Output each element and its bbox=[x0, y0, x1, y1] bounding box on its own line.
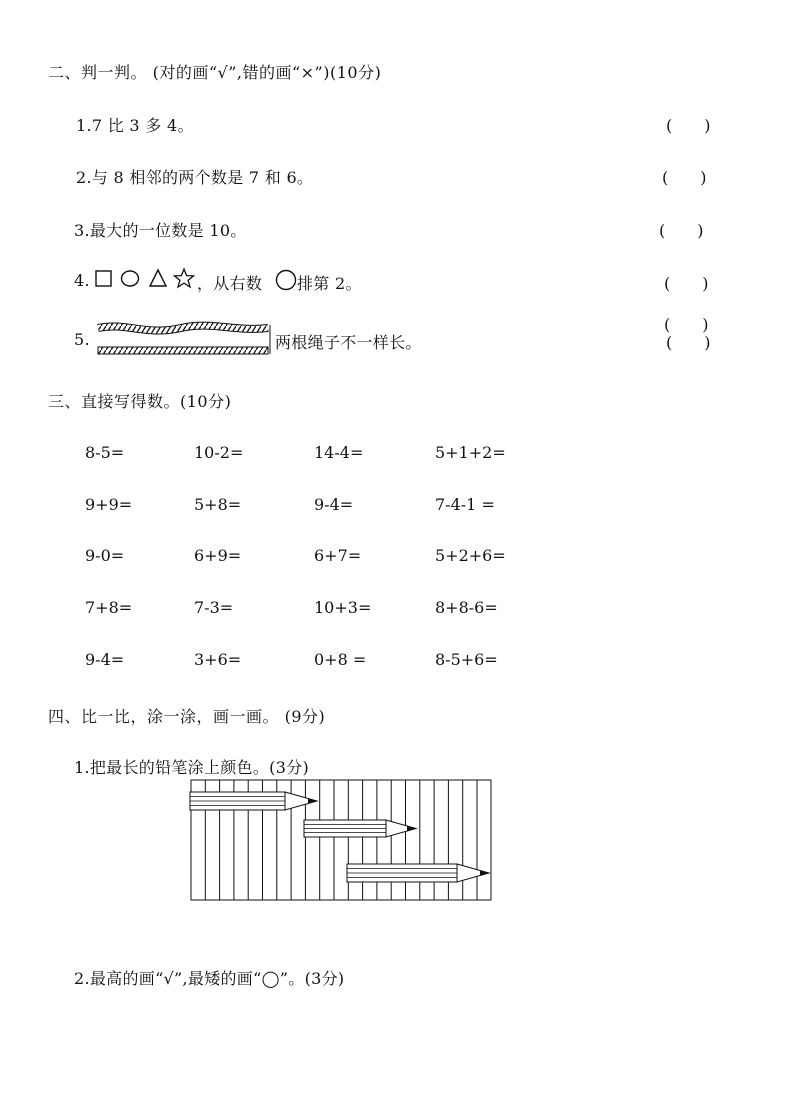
q2-5-answer-paren-bottom[interactable]: ( ) bbox=[666, 333, 711, 352]
calc-cell: 8-5= bbox=[85, 443, 125, 462]
section-3-title: 三、直接写得数。(10分) bbox=[48, 392, 232, 411]
triangle-icon bbox=[150, 270, 166, 286]
q2-3-text: 3.最大的一位数是 10。 bbox=[74, 221, 247, 240]
calc-cell: 8+8-6= bbox=[435, 598, 498, 617]
calc-cell: 9-0= bbox=[85, 546, 125, 565]
calc-cell: 9-4= bbox=[314, 495, 354, 514]
section-4-title: 四、比一比，涂一涂，画一画。 (9分) bbox=[48, 707, 326, 726]
circle-icon bbox=[122, 271, 139, 286]
q2-4-shapes bbox=[94, 267, 204, 291]
rope-pair-illustration bbox=[96, 318, 276, 360]
q2-4-circle-inline-icon bbox=[275, 269, 297, 291]
straight-rope-icon bbox=[98, 347, 268, 354]
pencil-1[interactable] bbox=[190, 792, 317, 810]
q2-4-prefix: 4. bbox=[74, 271, 90, 290]
q2-3-answer-paren[interactable]: ( ) bbox=[659, 221, 704, 240]
q4-2-text: 2.最高的画“√”,最矮的画“◯”。(3分) bbox=[74, 969, 345, 988]
calc-cell: 5+1+2= bbox=[435, 443, 506, 462]
calc-cell: 6+7= bbox=[314, 546, 362, 565]
calc-cell: 10-2= bbox=[194, 443, 244, 462]
q2-2-answer-paren[interactable]: ( ) bbox=[662, 168, 707, 187]
section-2-title: 二、判一判。 (对的画“√”,错的画“×”)(10分) bbox=[48, 63, 382, 82]
q2-4-middle: ，从右数 bbox=[197, 274, 263, 293]
q2-1-text: 1.7 比 3 多 4。 bbox=[76, 116, 194, 135]
q2-5-text: 两根绳子不一样长。 bbox=[275, 333, 422, 352]
q2-5-answer-paren-top[interactable]: ( ) bbox=[664, 315, 709, 334]
calc-cell: 6+9= bbox=[194, 546, 242, 565]
q2-5-prefix: 5. bbox=[74, 330, 90, 349]
q2-1-answer-paren[interactable]: ( ) bbox=[666, 116, 711, 135]
pencil-3[interactable] bbox=[347, 864, 489, 882]
calc-cell: 5+2+6= bbox=[435, 546, 506, 565]
calc-cell: 14-4= bbox=[314, 443, 364, 462]
q2-4-end: 排第 2。 bbox=[297, 274, 362, 293]
q2-4-answer-paren[interactable]: ( ) bbox=[664, 274, 709, 293]
calc-cell: 7-4-1 = bbox=[435, 495, 495, 514]
calc-cell: 7+8= bbox=[85, 598, 133, 617]
calc-cell: 7-3= bbox=[194, 598, 234, 617]
calc-cell: 0+8 = bbox=[314, 650, 367, 669]
calc-cell: 8-5+6= bbox=[435, 650, 498, 669]
q2-2-text: 2.与 8 相邻的两个数是 7 和 6。 bbox=[76, 168, 314, 187]
calc-cell: 9+9= bbox=[85, 495, 133, 514]
pencil-2[interactable] bbox=[304, 820, 416, 837]
calc-cell: 9-4= bbox=[85, 650, 125, 669]
q4-1-text: 1.把最长的铅笔涂上颜色。(3分) bbox=[74, 758, 310, 777]
star-icon bbox=[175, 269, 194, 287]
square-icon bbox=[96, 271, 111, 286]
calc-cell: 5+8= bbox=[194, 495, 242, 514]
calc-cell: 3+6= bbox=[194, 650, 242, 669]
calc-cell: 10+3= bbox=[314, 598, 372, 617]
pencil-comparison-grid bbox=[190, 780, 492, 904]
